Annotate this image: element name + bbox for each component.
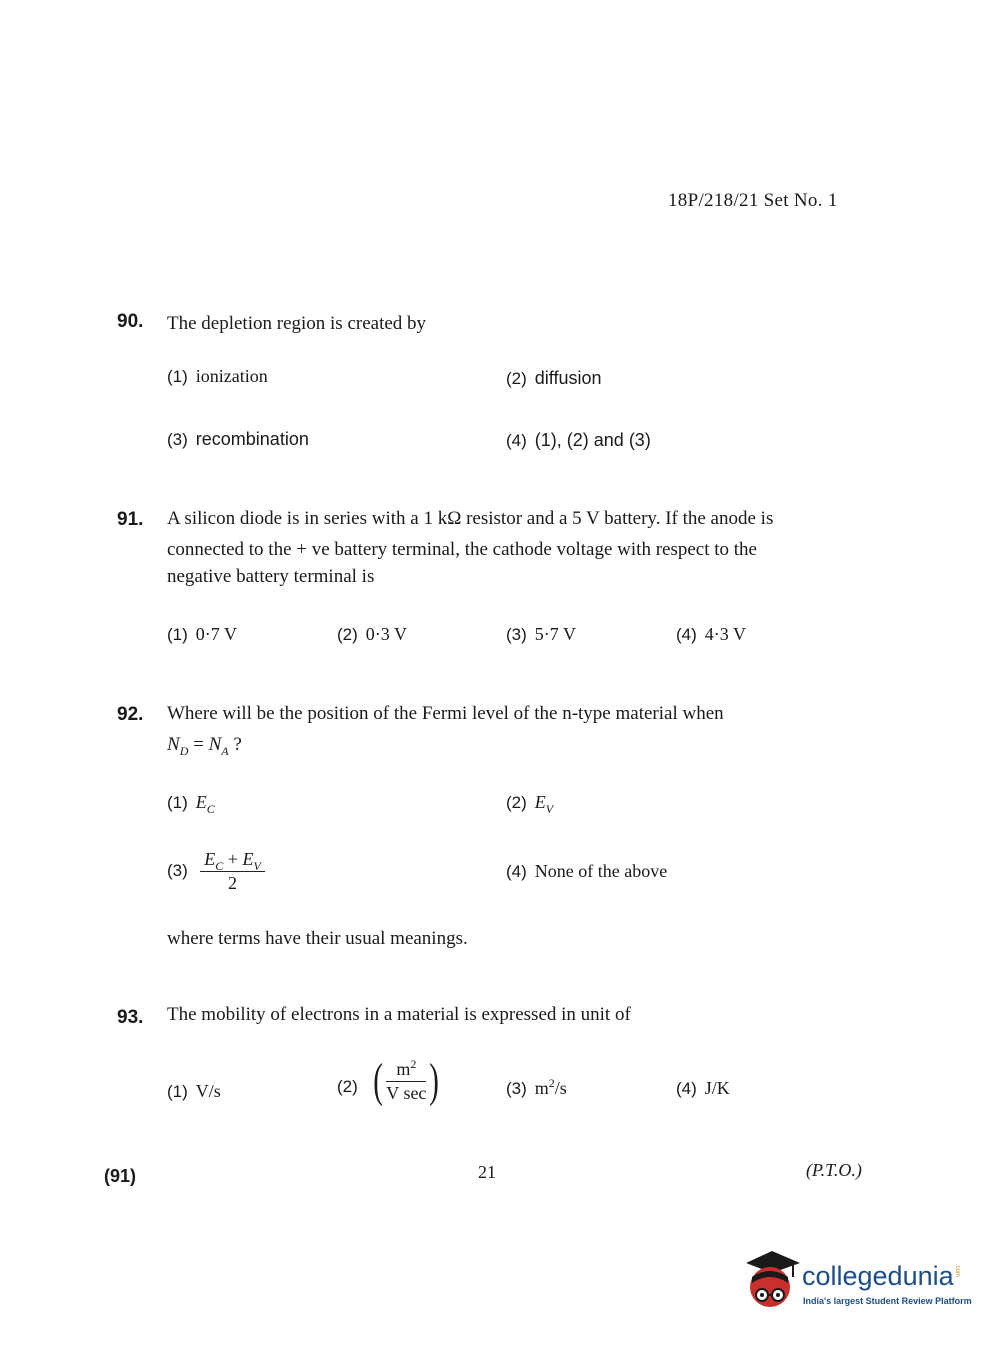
option-label: (3) [167, 430, 188, 449]
option-1 [167, 1081, 221, 1102]
option-text: recombination [195, 429, 309, 449]
question-text: The depletion region is created by [167, 313, 427, 334]
collegedunia-logo-icon [740, 1249, 802, 1313]
watermark-suffix: .com [954, 1264, 960, 1278]
option-text: (1), (2) and (3) [534, 430, 651, 450]
question-number: 92. [117, 704, 144, 725]
option-text: 0·7 V [195, 624, 237, 644]
option-text: V/s [195, 1081, 221, 1101]
option-text: J/K [704, 1078, 730, 1098]
watermark-tagline: India's largest Student Review Platform [803, 1296, 972, 1306]
page-number: 21 [478, 1162, 496, 1182]
option-2: (2) ( $\frac{m^2}{\text{V sec}}$ ) [337, 1054, 440, 1107]
question-number: 91. [117, 509, 144, 530]
question-text: The mobility of electrons in a material is expressed in unit of [167, 1004, 631, 1025]
booklet-code: (91) [104, 1166, 137, 1186]
option-text: ionization [195, 366, 268, 386]
option-3: (3) $m^2/s$ [506, 1076, 567, 1098]
question-number: 93. [117, 1007, 144, 1028]
option-2: (2) $E_V$ [506, 792, 554, 816]
option-4 [676, 624, 746, 645]
option-label: (2) [337, 625, 358, 644]
question-line-2: connected to the + ve battery terminal, the cathode voltage with respect to the [167, 539, 757, 560]
option-label: (1) [167, 625, 188, 644]
paper-code: 18P/218/21 Set No. 1 [668, 190, 838, 211]
option-label: (3) [506, 625, 527, 644]
option-1 [167, 624, 237, 645]
option-label: (2) [506, 793, 527, 812]
fraction: $\frac{E_C + E_V}{2}$ [200, 849, 265, 894]
question-number: 90. [117, 311, 144, 332]
option-4 [506, 430, 651, 451]
option-3 [506, 624, 576, 645]
option-text: None of the above [534, 861, 668, 881]
option-label: (1) [167, 367, 188, 386]
question-line-1: Where will be the position of the Fermi level of the n-type material when [167, 703, 724, 724]
option-label: (1) [167, 793, 188, 812]
watermark-brand: collegedunia [802, 1261, 954, 1291]
option-label: (2) [337, 1077, 358, 1096]
option-text: 0·3 V [365, 624, 407, 644]
option-label: (1) [167, 1082, 188, 1101]
option-1: (1) $E_C$ [167, 792, 215, 816]
option-label: (4) [506, 431, 527, 450]
option-label: (4) [676, 1079, 697, 1098]
option-3 [167, 849, 265, 894]
option-label: (4) [676, 625, 697, 644]
option-text: 4·3 V [704, 624, 746, 644]
question-line-1: A silicon diode is in series with a 1 kΩ resistor and a 5 V battery. If the anode is [167, 508, 774, 529]
option-label: (4) [506, 862, 527, 881]
option-3 [167, 429, 309, 450]
question-line-2: $N_D = N_A$ ? [167, 734, 242, 758]
option-label: (3) [506, 1079, 527, 1098]
option-4 [506, 861, 667, 882]
option-label: (2) [506, 369, 527, 388]
question-note: where terms have their usual meanings. [167, 928, 468, 949]
option-text: 5·7 V [534, 624, 576, 644]
option-2 [506, 368, 602, 389]
option-1 [167, 366, 268, 387]
question-line-3: negative battery terminal is [167, 566, 375, 587]
pto-label: (P.T.O.) [806, 1160, 862, 1180]
fraction: $\frac{m^2}{\text{V sec}}$ [386, 1056, 427, 1103]
option-4 [676, 1078, 730, 1099]
option-2 [337, 624, 407, 645]
option-label: (3) [167, 860, 188, 880]
option-text: diffusion [534, 368, 602, 388]
